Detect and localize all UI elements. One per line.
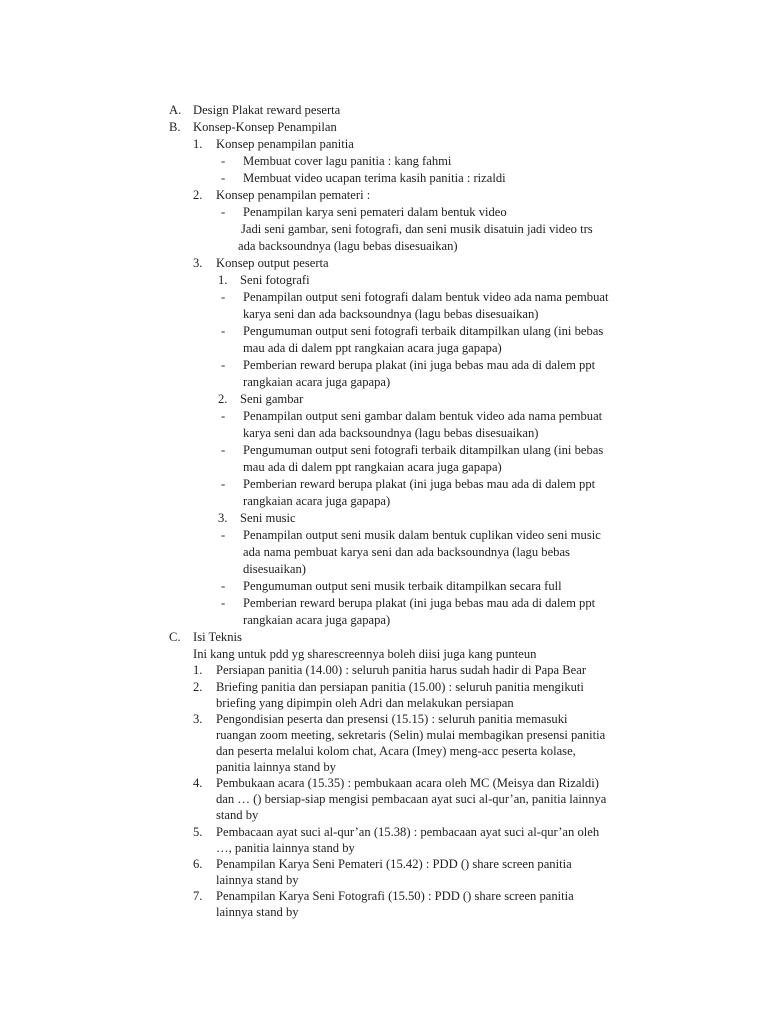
list-marker: 2. (193, 188, 203, 202)
bullet-text: Membuat cover lagu panitia : kang fahmi (243, 154, 452, 168)
note-text: ada backsoundnya (lagu bebas disesuaikan) (238, 239, 458, 253)
note-text: Jadi seni gambar, seni fotografi, dan seni musik disatuin jadi video trs (241, 222, 593, 236)
step-text: …, panitia lainnya stand by (216, 841, 355, 855)
bullet-text: rangkaian acara juga gapapa) (243, 613, 391, 627)
step-text: Penampilan Karya Seni Pemateri (15.42) : PDD () share screen panitia (216, 857, 572, 871)
list-marker: 7. (193, 889, 203, 903)
section-title: Isi Teknis (193, 630, 242, 644)
step-text: Briefing panitia dan persiapan panitia (15.00) : seluruh panitia mengikuti (216, 680, 584, 694)
list-marker: 4. (193, 776, 203, 790)
bullet-marker: - (221, 443, 226, 457)
list-marker: 6. (193, 857, 203, 871)
bullet-text: Penampilan karya seni pemateri dalam bentuk video (243, 205, 507, 219)
step-text: Persiapan panitia (14.00) : seluruh panitia harus sudah hadir di Papa Bear (216, 663, 587, 677)
list-marker: 3. (193, 712, 203, 726)
step-text: dan … () bersiap-siap mengisi pembacaan ayat suci al-qur’an, panitia lainnya (216, 792, 607, 806)
list-marker: 2. (193, 680, 203, 694)
step-text: briefing yang dipimpin oleh Adri dan melakukan persiapan (216, 696, 514, 710)
list-marker: A. (169, 103, 182, 117)
list-marker: 2. (218, 392, 228, 406)
step-text: stand by (216, 808, 259, 822)
subitem-title: Seni gambar (240, 392, 304, 406)
step-text: lainnya stand by (216, 905, 299, 919)
item-title: Konsep penampilan panitia (216, 137, 354, 151)
step-text: dan peserta melalui kolom chat, Acara (Imey) meng-acc peserta kolase, (216, 744, 576, 758)
bullet-marker: - (221, 477, 226, 491)
bullet-text: Pemberian reward berupa plakat (ini juga bebas mau ada di dalem ppt (243, 358, 596, 372)
bullet-marker: - (221, 528, 226, 542)
list-marker: 1. (193, 663, 203, 677)
bullet-text: Pemberian reward berupa plakat (ini juga bebas mau ada di dalem ppt (243, 596, 596, 610)
item-title: Konsep penampilan pemateri : (216, 188, 371, 202)
bullet-text: Membuat video ucapan terima kasih panitia : rizaldi (243, 171, 506, 185)
step-text: lainnya stand by (216, 873, 299, 887)
bullet-text: Pemberian reward berupa plakat (ini juga bebas mau ada di dalem ppt (243, 477, 596, 491)
step-text: ruangan zoom meeting, sekretaris (Selin) mulai membagikan presensi panitia (216, 728, 606, 742)
list-marker: 1. (193, 137, 203, 151)
item-title: Konsep output peserta (216, 256, 329, 270)
list-marker: 5. (193, 825, 203, 839)
subitem-title: Seni music (240, 511, 296, 525)
list-marker: 3. (218, 511, 228, 525)
list-marker: C. (169, 630, 181, 644)
bullet-text: disesuaikan) (243, 562, 306, 576)
bullet-text: Penampilan output seni fotografi dalam bentuk video ada nama pembuat (243, 290, 609, 304)
step-text: Pembacaan ayat suci al-qur’an (15.38) : pembacaan ayat suci al-qur’an oleh (216, 825, 600, 839)
bullet-text: mau ada di dalem ppt rangkaian acara juga gapapa) (243, 341, 502, 355)
bullet-marker: - (221, 290, 226, 304)
step-text: panitia lainnya stand by (216, 760, 336, 774)
bullet-text: karya seni dan ada backsoundnya (lagu bebas disesuaikan) (243, 426, 539, 440)
bullet-marker: - (221, 171, 226, 185)
bullet-text: Penampilan output seni gambar dalam bentuk video ada nama pembuat (243, 409, 603, 423)
list-marker: 1. (218, 273, 228, 287)
bullet-marker: - (221, 205, 226, 219)
list-marker: 3. (193, 256, 203, 270)
section-title: Konsep-Konsep Penampilan (193, 120, 337, 134)
step-text: Penampilan Karya Seni Fotografi (15.50) : PDD () share screen panitia (216, 889, 574, 903)
section-title: Design Plakat reward peserta (193, 103, 341, 117)
subitem-title: Seni fotografi (240, 273, 310, 287)
bullet-text: rangkaian acara juga gapapa) (243, 494, 391, 508)
bullet-marker: - (221, 409, 226, 423)
list-marker: B. (169, 120, 181, 134)
bullet-text: rangkaian acara juga gapapa) (243, 375, 391, 389)
step-text: Pengondisian peserta dan presensi (15.15) : seluruh panitia memasuki (216, 712, 568, 726)
bullet-text: Pengumuman output seni musik terbaik ditampilkan secara full (243, 579, 562, 593)
bullet-text: mau ada di dalem ppt rangkaian acara juga gapapa) (243, 460, 502, 474)
bullet-text: karya seni dan ada backsoundnya (lagu bebas disesuaikan) (243, 307, 539, 321)
bullet-text: Penampilan output seni musik dalam bentuk cuplikan video seni music (243, 528, 601, 542)
bullet-marker: - (221, 358, 226, 372)
step-text: Pembukaan acara (15.35) : pembukaan acara oleh MC (Meisya dan Rizaldi) (216, 776, 599, 790)
intro-text: Ini kang untuk pdd yg sharescreennya boleh diisi juga kang punteun (193, 647, 537, 661)
bullet-marker: - (221, 579, 226, 593)
bullet-text: ada nama pembuat karya seni dan ada backsoundnya (lagu bebas (243, 545, 570, 559)
bullet-text: Pengumuman output seni fotografi terbaik ditampilkan ulang (ini bebas (243, 324, 604, 338)
bullet-text: Pengumuman output seni fotografi terbaik ditampilkan ulang (ini bebas (243, 443, 604, 457)
bullet-marker: - (221, 324, 226, 338)
bullet-marker: - (221, 154, 226, 168)
bullet-marker: - (221, 596, 226, 610)
